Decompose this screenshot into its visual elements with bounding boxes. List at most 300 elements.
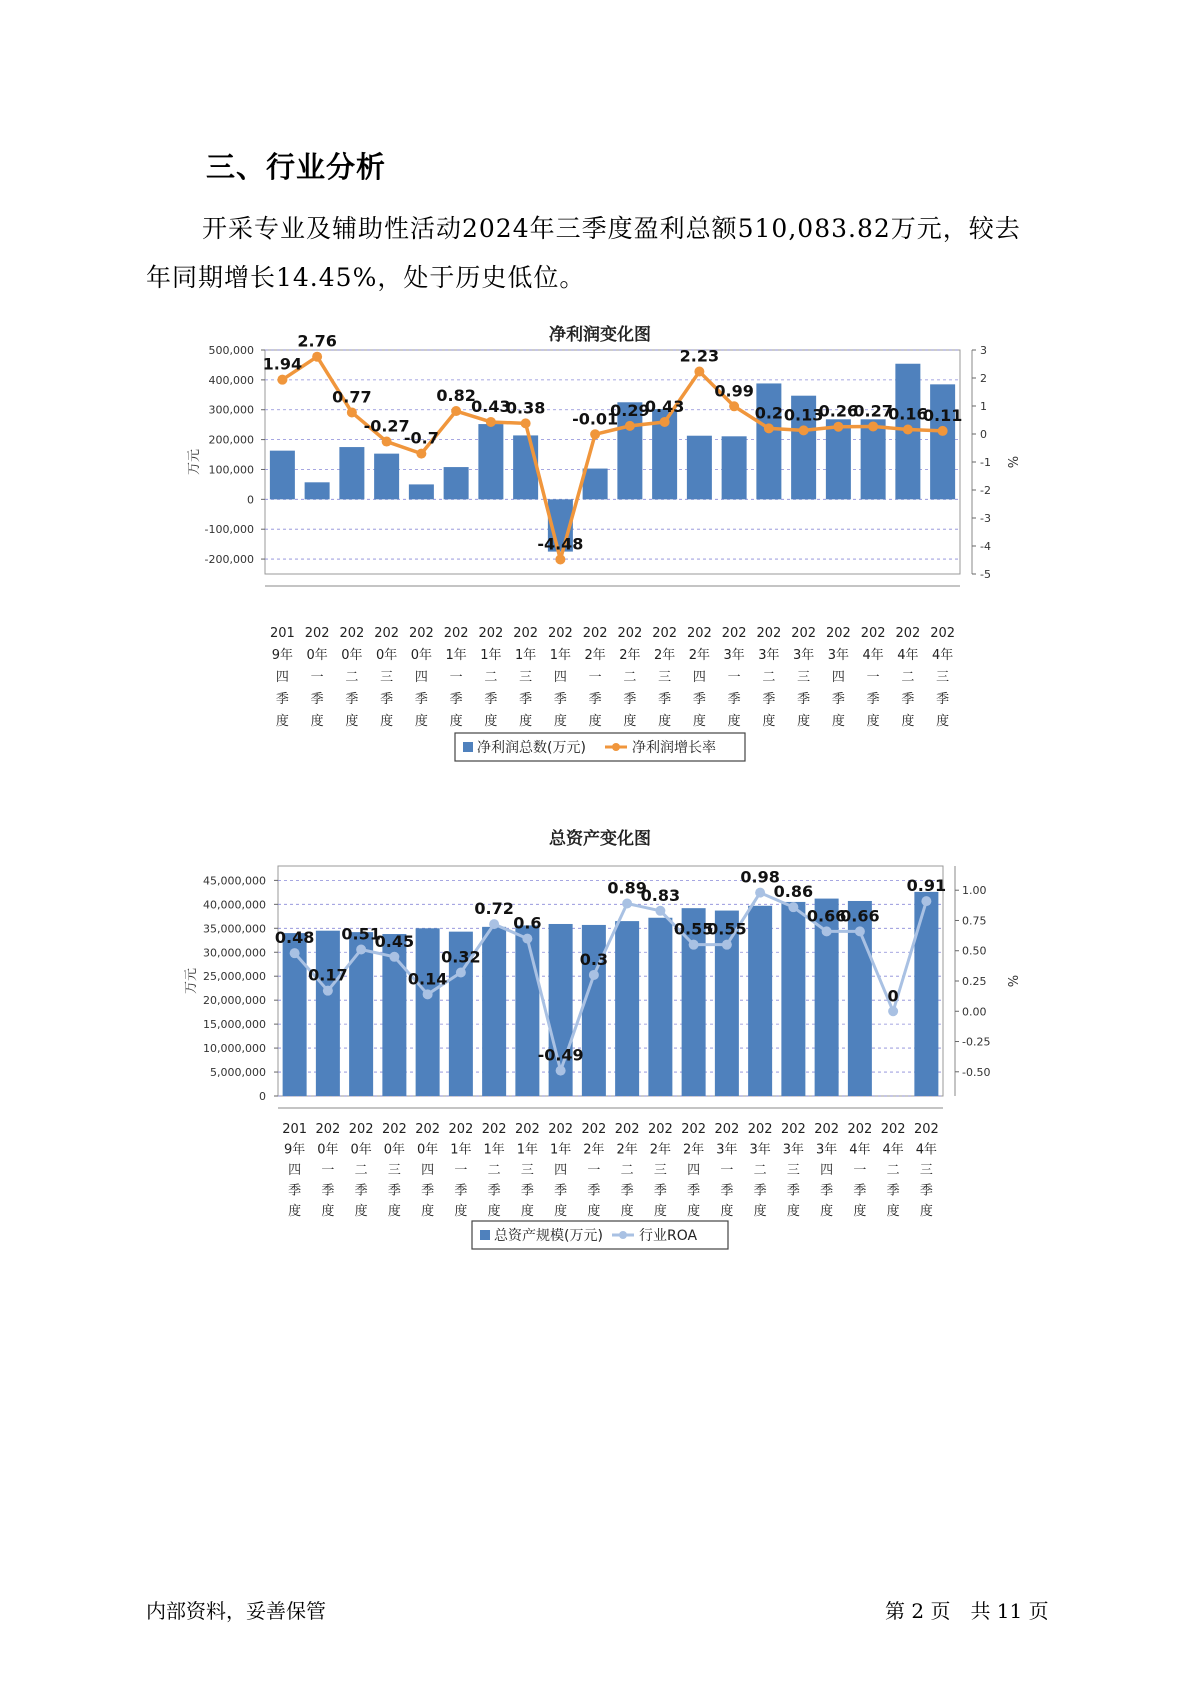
x-tick-label-line: 2年 [584, 648, 606, 663]
x-tick-label-line: 1年 [480, 648, 502, 663]
x-tick-label [861, 626, 886, 729]
bar [305, 482, 330, 499]
y-tick-label: 400,000 [208, 373, 254, 387]
x-tick-label-line: 二 [762, 670, 776, 685]
y2-tick-label: -5 [980, 568, 991, 581]
x-tick-label-line: 季 [658, 692, 672, 707]
x-tick-label-line: 度 [762, 714, 776, 729]
y-tick-label: 25,000,000 [203, 970, 266, 984]
bar [316, 931, 340, 1096]
y-axis-title: 万元 [184, 967, 199, 995]
y2-axis-title: % [1004, 974, 1019, 988]
x-tick-label-line: 202 [415, 1122, 441, 1137]
x-tick-label-line: 2年 [653, 648, 676, 663]
x-tick-label-line: 度 [520, 1204, 534, 1219]
x-tick-label-line: 季 [687, 1183, 701, 1199]
x-tick-label-line: 四 [692, 670, 706, 685]
y2-tick-label: -4 [980, 540, 991, 553]
y-tick-label: 40,000,000 [203, 898, 266, 912]
x-tick-label-line: 度 [936, 714, 950, 729]
line-point [722, 940, 732, 950]
x-tick-label-line: 3年 [815, 1142, 838, 1158]
x-tick-label-line: 二 [487, 1163, 501, 1178]
bar [270, 451, 295, 500]
x-tick-label-line: 202 [686, 626, 712, 641]
data-label: 0.51 [341, 924, 381, 944]
x-tick-label-line: 季 [727, 692, 741, 707]
x-tick-label-line: 度 [687, 1204, 701, 1219]
x-tick-label-line: 季 [720, 1183, 734, 1199]
x-tick-label-line: 度 [797, 714, 811, 729]
x-tick-label [548, 1122, 573, 1219]
x-tick-label-line: 一 [588, 670, 602, 685]
x-tick-label-line: 202 [448, 1122, 474, 1137]
total-assets-chart [0, 820, 1191, 1280]
data-label: 0.2 [754, 403, 784, 423]
x-tick-label [448, 1122, 473, 1219]
x-tick-label-line: 4年 [915, 1142, 938, 1158]
x-tick-label-line: 202 [443, 626, 469, 641]
x-tick-label-line: 2年 [583, 1142, 605, 1158]
x-tick-label-line: 四 [820, 1163, 834, 1178]
x-tick-label-line: 202 [315, 1122, 341, 1137]
x-tick-label-line: 度 [658, 714, 672, 729]
plot-area [262, 350, 963, 574]
y2-tick-label: 0.00 [962, 1005, 987, 1019]
x-tick-label-line: 三 [519, 670, 533, 685]
x-tick-label-line: 季 [620, 1183, 634, 1199]
x-tick-label-line: 季 [919, 1183, 933, 1199]
x-tick-label-line: 三 [658, 670, 672, 685]
x-tick-label-line: 度 [554, 1204, 568, 1219]
x-tick-label [615, 1122, 640, 1219]
x-tick-label-line: 度 [345, 714, 359, 729]
x-tick-label-line: 四 [687, 1163, 701, 1178]
x-tick-label-line: 季 [866, 692, 880, 707]
x-tick-label-line: 202 [374, 626, 400, 641]
x-tick-label-line: 季 [820, 1183, 834, 1199]
x-tick-label-line: 一 [454, 1163, 468, 1178]
x-tick-label-line: 2年 [688, 648, 711, 663]
x-tick-label-line: 三 [797, 670, 811, 685]
y2-tick-label: -3 [980, 512, 991, 525]
x-tick-label-line: 度 [919, 1204, 933, 1219]
x-tick-label-line: 度 [380, 714, 394, 729]
x-tick-label [914, 1122, 939, 1219]
data-label: 0.55 [707, 919, 747, 939]
line-point [888, 1006, 898, 1016]
x-tick-label-line: 9年 [283, 1142, 306, 1158]
x-tick-label-line: 度 [354, 1204, 368, 1219]
y-tick-label: 5,000,000 [210, 1066, 266, 1080]
bar [754, 383, 784, 499]
x-tick-label-line: 季 [786, 1183, 800, 1199]
x-tick-label-line: 1年 [516, 1142, 539, 1158]
x-tick-label-line: 季 [853, 1183, 867, 1199]
line-point [903, 425, 913, 435]
data-label: 0.48 [274, 928, 315, 948]
x-tick-label [478, 626, 503, 729]
data-label: 0.43 [644, 396, 685, 416]
x-tick-label [409, 626, 434, 729]
x-tick-label-line: 1年 [483, 1142, 505, 1158]
x-tick-label-line: 201 [269, 626, 295, 641]
x-tick-label [881, 1122, 906, 1219]
plot-area [278, 866, 943, 1096]
data-label: 0.14 [407, 969, 448, 989]
x-tick-label-line: 二 [886, 1163, 900, 1178]
line-point [590, 429, 600, 439]
x-tick-label-line: 度 [487, 1204, 501, 1219]
y-tick-label: 20,000,000 [203, 994, 266, 1008]
data-label: 0.55 [673, 919, 714, 939]
data-label: 0.16 [888, 404, 928, 424]
x-tick-label-line: 3年 [723, 648, 745, 663]
data-label: -0.01 [572, 409, 619, 429]
x-tick-label [305, 626, 330, 729]
x-tick-label-line: 季 [354, 1183, 368, 1199]
bar [748, 906, 772, 1096]
x-tick-label-line: 度 [653, 1204, 667, 1219]
data-label: 0.98 [740, 867, 780, 887]
x-tick-label-line: 2年 [616, 1142, 638, 1158]
y-tick-label: 500,000 [208, 344, 254, 357]
line-point [521, 418, 531, 428]
x-tick-label-line: 1年 [445, 648, 467, 663]
data-label: 0.72 [474, 899, 514, 919]
line-point [489, 919, 499, 929]
line-point [423, 989, 433, 999]
data-label: 0.38 [505, 398, 546, 418]
x-tick-label-line: 季 [310, 692, 324, 707]
data-label: 0.13 [783, 405, 824, 425]
x-tick-label-line: 度 [587, 1204, 601, 1219]
legend-line-label: 行业ROA [639, 1228, 698, 1244]
legend-bar-swatch [480, 1230, 490, 1240]
line-point [382, 437, 392, 447]
x-tick-label-line: 度 [753, 1204, 767, 1219]
data-label: 0.6 [513, 913, 542, 933]
x-tick-label-line: 0年 [375, 648, 398, 663]
line-point [277, 375, 287, 385]
x-tick-label-line: 度 [901, 714, 915, 729]
footer-page-number: 第 2 页 共 11 页 [885, 1599, 1049, 1623]
y-tick-label: 0 [259, 1090, 266, 1103]
x-tick-label-line: 度 [310, 714, 324, 729]
line-point [625, 421, 635, 431]
x-tick-label-line: 202 [478, 626, 504, 641]
x-tick-label-line: 度 [623, 714, 637, 729]
x-tick-label-line: 二 [484, 670, 498, 685]
bar [349, 932, 373, 1096]
x-tick-label-line: 度 [831, 714, 845, 729]
x-tick-label-line: 一 [727, 670, 741, 685]
bar [409, 484, 434, 499]
x-tick-label-line: 四 [831, 670, 845, 685]
x-tick-label-line: 度 [727, 714, 741, 729]
x-tick-label-line: 0年 [317, 1142, 339, 1158]
x-tick-label [791, 626, 816, 729]
data-label: 0.26 [818, 401, 859, 421]
x-tick-label-line: 202 [780, 1122, 806, 1137]
x-tick-label-line: 4年 [849, 1142, 871, 1158]
x-tick-label-line: 202 [408, 626, 434, 641]
x-tick-label [895, 626, 920, 729]
y-tick-label: -200,000 [204, 553, 254, 567]
legend-line-label: 净利润增长率 [632, 740, 716, 756]
x-tick-label-line: 202 [381, 1122, 407, 1137]
line-point [655, 906, 665, 916]
y2-tick-label: 2 [980, 372, 987, 385]
x-tick-label-line: 三 [786, 1163, 800, 1178]
x-tick-label-line: 季 [936, 692, 950, 707]
x-tick-label-line: 202 [847, 1122, 873, 1137]
x-tick-label-line: 202 [581, 1122, 607, 1137]
x-tick-label-line: 三 [520, 1163, 534, 1178]
bar [513, 435, 538, 499]
x-tick-label-line: 0年 [306, 648, 328, 663]
x-tick-label-line: 度 [553, 714, 567, 729]
data-label: 0.17 [308, 965, 348, 985]
x-tick-label-line: 度 [449, 714, 463, 729]
x-tick-label-line: 202 [747, 1122, 773, 1137]
x-tick-label [722, 626, 747, 729]
y2-tick-label: 1.00 [962, 884, 987, 898]
line-point [764, 423, 774, 433]
x-tick-label [681, 1122, 706, 1219]
x-tick-label-line: 三 [387, 1163, 401, 1178]
x-tick-label-line: 一 [720, 1163, 734, 1178]
x-tick-label-line: 3年 [749, 1142, 771, 1158]
x-tick-label-line: 1年 [549, 648, 572, 663]
x-tick-label [687, 626, 712, 729]
y-tick-label: 15,000,000 [203, 1018, 266, 1032]
line-point [290, 948, 300, 958]
x-tick-label [617, 626, 642, 729]
data-label: 0.91 [906, 876, 947, 896]
x-tick-label [482, 1122, 507, 1219]
line-point [622, 899, 632, 909]
line-point [323, 986, 333, 996]
line-point [833, 422, 843, 432]
x-tick-label [826, 626, 851, 729]
data-label: -0.27 [363, 416, 410, 436]
x-tick-label-line: 度 [414, 714, 428, 729]
x-tick-label [548, 626, 573, 729]
x-tick-label-line: 二 [753, 1163, 767, 1178]
data-label: 0.43 [471, 396, 511, 416]
data-label: 0.99 [714, 381, 754, 401]
bar [444, 467, 469, 499]
bar [781, 902, 805, 1096]
analysis-paragraph: 开采专业及辅助性活动2024年三季度盈利总额510,083.82万元，较去年同期增长14.45%，处于历史低位。 [146, 214, 1021, 292]
legend-line-dot [619, 1231, 627, 1239]
y2-tick-label: 1 [980, 400, 987, 413]
x-tick-label [814, 1122, 839, 1219]
line-point [356, 945, 366, 955]
x-tick-label-line: 度 [820, 1204, 834, 1219]
data-label: 0 [887, 986, 899, 1006]
bar [583, 469, 608, 500]
x-tick-label [652, 626, 677, 729]
line-point [451, 406, 461, 416]
x-tick-label [349, 1122, 374, 1219]
bar [416, 928, 440, 1096]
x-tick-label-line: 度 [786, 1204, 800, 1219]
line-point [556, 1066, 566, 1076]
line-point [729, 401, 739, 411]
chart-title: 净利润变化图 [549, 325, 651, 345]
line-point [456, 968, 466, 978]
x-tick-label-line: 季 [421, 1183, 435, 1199]
x-tick-label-line: 3年 [827, 648, 850, 663]
x-tick-label-line: 202 [756, 626, 782, 641]
x-tick-label-line: 季 [653, 1183, 667, 1199]
x-tick-label-line: 202 [681, 1122, 707, 1137]
bar [914, 892, 938, 1096]
x-tick-label [515, 1122, 540, 1219]
line-point [938, 426, 948, 436]
line-point [788, 902, 798, 912]
bar [930, 384, 955, 499]
bar [478, 424, 503, 499]
data-label: 2.23 [679, 346, 720, 366]
x-tick-label-line: 度 [720, 1204, 734, 1219]
x-tick-label-line: 一 [866, 670, 880, 685]
y2-tick-label: 3 [980, 344, 987, 357]
bar [515, 925, 539, 1096]
line-point [689, 940, 699, 950]
x-tick-label-line: 三 [380, 670, 394, 685]
bar [339, 447, 364, 499]
x-tick-label [315, 1122, 340, 1219]
x-tick-label [648, 1122, 673, 1219]
x-tick-label-line: 3年 [716, 1142, 738, 1158]
x-tick-label-line: 度 [454, 1204, 468, 1219]
x-tick-label-line: 1年 [514, 648, 537, 663]
x-tick-label-line: 度 [484, 714, 498, 729]
x-tick-label-line: 季 [886, 1183, 900, 1199]
x-tick-label-line: 202 [860, 626, 886, 641]
y2-tick-label: -1 [980, 456, 991, 469]
x-tick-label-line: 2年 [649, 1142, 672, 1158]
bar [482, 927, 506, 1096]
x-tick-label-line: 季 [345, 692, 359, 707]
x-tick-label-line: 季 [901, 692, 915, 707]
x-tick-label-line: 202 [895, 626, 921, 641]
x-tick-label-line: 3年 [758, 648, 780, 663]
x-tick-label-line: 季 [692, 692, 706, 707]
data-label: 0.3 [579, 949, 609, 969]
x-tick-label-line: 4年 [897, 648, 919, 663]
x-tick-label-line: 202 [547, 626, 573, 641]
x-tick-label-line: 度 [866, 714, 880, 729]
x-tick-label-line: 2年 [682, 1142, 705, 1158]
x-tick-label-line: 季 [554, 1183, 568, 1199]
legend-bar-label: 净利润总数(万元) [477, 740, 586, 756]
x-tick-label-line: 季 [321, 1183, 335, 1199]
data-label: 0.82 [436, 386, 476, 406]
legend-bar-swatch [463, 742, 473, 752]
x-tick-label-line: 一 [310, 670, 324, 685]
line-point [522, 934, 532, 944]
data-label: 0.27 [853, 401, 893, 421]
footer-confidential-note: 内部资料，妥善保管 [146, 1599, 326, 1623]
x-tick-label-line: 季 [797, 692, 811, 707]
x-tick-label [415, 1122, 440, 1219]
x-tick-label-line: 度 [519, 714, 533, 729]
line-point [799, 425, 809, 435]
x-tick-label-line: 202 [825, 626, 851, 641]
x-tick-label-line: 202 [614, 1122, 640, 1137]
x-tick-label [781, 1122, 806, 1219]
x-tick-label [581, 1122, 606, 1219]
data-label: 0.66 [840, 906, 880, 926]
x-tick-label-line: 四 [275, 670, 289, 685]
x-tick-label-line: 季 [587, 1183, 601, 1199]
data-label: -0.7 [403, 428, 439, 448]
x-tick-label-line: 度 [853, 1204, 867, 1219]
x-tick-label-line: 季 [288, 1183, 302, 1199]
legend-bar-label: 总资产规模(万元) [494, 1228, 603, 1244]
x-tick-label-line: 度 [588, 714, 602, 729]
data-label: 0.45 [374, 931, 415, 951]
line-point [347, 407, 357, 417]
y-axis-title: 万元 [187, 448, 202, 476]
y2-tick-label: -2 [980, 484, 991, 497]
x-tick-label-line: 202 [930, 626, 956, 641]
chart-title: 总资产变化图 [549, 829, 651, 849]
x-tick-label [930, 626, 955, 729]
line-point [486, 417, 496, 427]
line-point [822, 926, 832, 936]
x-tick-label [714, 1122, 739, 1219]
x-tick-label-line: 三 [653, 1163, 667, 1178]
x-tick-label-line: 季 [762, 692, 776, 707]
x-tick-label-line: 度 [288, 1204, 302, 1219]
x-tick-label-line: 1年 [450, 1142, 472, 1158]
y-tick-label: 200,000 [208, 433, 254, 447]
x-tick-label-line: 季 [520, 1183, 534, 1199]
x-tick-label-line: 202 [652, 626, 678, 641]
x-tick-label-line: 202 [582, 626, 608, 641]
y-tick-label: 300,000 [208, 403, 254, 417]
x-tick-label-line: 三 [919, 1163, 933, 1178]
x-tick-label-line: 季 [623, 692, 637, 707]
x-tick-label-line: 4年 [862, 648, 884, 663]
x-tick-label [270, 626, 295, 729]
section-heading: 三、行业分析 [206, 150, 387, 184]
x-tick-label-line: 二 [620, 1163, 634, 1178]
x-tick-label-line: 一 [853, 1163, 867, 1178]
x-tick-label-line: 度 [692, 714, 706, 729]
x-tick-label-line: 一 [449, 670, 463, 685]
x-tick-label-line: 度 [620, 1204, 634, 1219]
x-tick-label-line: 四 [553, 670, 567, 685]
data-label: 0.77 [332, 387, 372, 407]
y2-tick-label: -0.25 [962, 1035, 991, 1049]
x-tick-label-line: 201 [282, 1122, 308, 1137]
data-label: 0.83 [640, 885, 681, 905]
bar [615, 921, 639, 1096]
x-tick-label-line: 202 [714, 1122, 740, 1137]
x-tick-label [513, 626, 538, 729]
x-tick-label-line: 季 [487, 1183, 501, 1199]
bar [648, 918, 672, 1096]
line-point [389, 952, 399, 962]
y2-tick-label: 0.75 [962, 914, 987, 928]
x-tick-label-line: 202 [513, 626, 539, 641]
